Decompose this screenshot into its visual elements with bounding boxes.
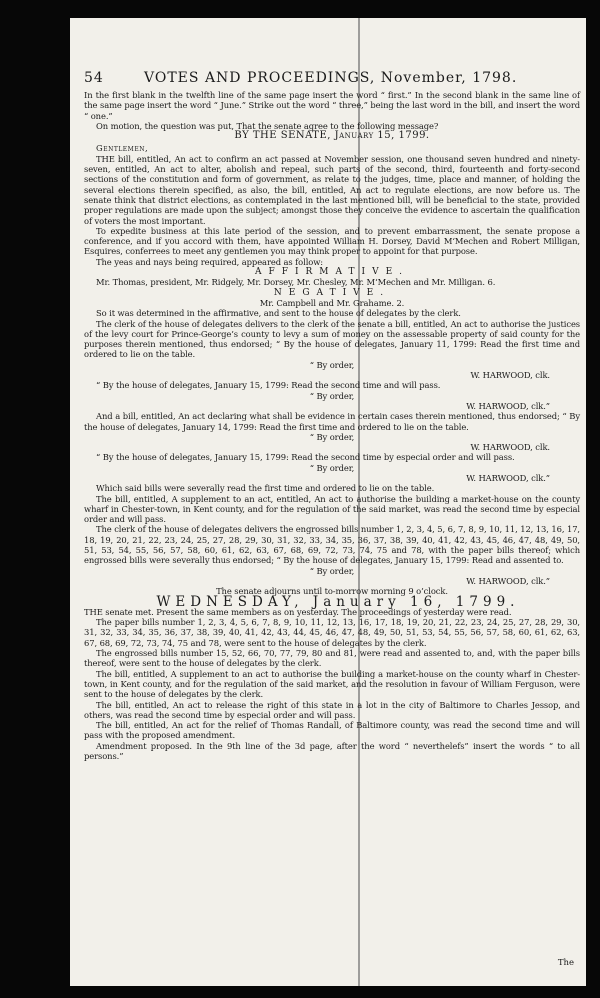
paragraph: THE bill, entitled, An act to confirm an act passed at November session, one thousand seven hundred and ninety-seven, entitled, An act to alter, abolish and repeal, such parts of the second, third, fourteenth and forty-second sections of the constitution and form of government, as relate to the judges, time, place and manner, of holding the several elections therein specified, as also, the bill, entitled, An act to regulate elections, are now before us. The senate think that district elections, as contemplated in the last mentioned bill, will be beneficial to the state, provided proper regulations are made upon the subject; amongst those they conceive the evidence to ascertain the qualification of voters the most important. — [84, 153, 580, 226]
paragraph: The bill, entitled, An act to release the right of this state in a lot in the city of Baltimore to Charles Jessop, and others, was read the second time by especial order and will pass. — [84, 699, 580, 720]
paragraph: Mr. Thomas, president, Mr. Ridgely, Mr. Dorsey, Mr. Chesley, Mr. M‘Mechen and Mr. Milligan. 6. — [96, 277, 496, 288]
paragraph: Mr. Campbell and Mr. Grahame. 2. — [259, 297, 405, 308]
adjournment: The senate adjourns until to-morrow morning 9 o’clock. — [216, 586, 448, 597]
day-heading: WEDNESDAY, January 16, 1799. — [156, 593, 520, 610]
message-heading: BY THE SENATE, January 15, 1799. — [234, 130, 430, 142]
paragraph: The clerk of the house of delegates delivers the engrossed bills number 1, 2, 3, 4, 5, 6, 7, 8, 9, 10, 11, 12, 13, 16, 17, 18, 19, 20, 21, 22, 23, 24, 25, 27, 28, 29, 30, 31, 32, 33, 34, 35, 36, 37, 38, 39, 40, 41, 42, 43, 45, 46, 47, 48, 49, 50, 51, 53, 54, 55, 56, 57, 58, 60, 61, 62, 63, 67, 68, 69, 72, 73, 74, 75 and 78, with the paper bills thereof; which engrossed bills were severally thus endorsed; “ By the house of delegates, January 15, 1799: Read and assented to. — [84, 524, 580, 566]
by-order: “ By order, — [309, 431, 355, 442]
by-order: “ By order, — [309, 565, 355, 576]
paragraph: On motion, the question was put, That the senate agree to the following message? — [96, 120, 439, 131]
vote-heading-affirmative: AFFIRMATIVE. — [254, 267, 410, 278]
paragraph: To expedite business at this late period of the session, and to prevent embarrassment, the senate propose a conference, and if you accord with them, have appointed William H. Dorsey, David M‘Mechen and Robert Milligan, Esquires, conferrees to meet any gentlemen you may think proper to appoint for that purpose. — [84, 225, 580, 257]
by-order: “ By order, — [309, 359, 355, 370]
salutation: Gentlemen, — [96, 143, 149, 154]
paragraph: The bill, entitled, A supplement to an act, entitled, An act to authorise the building a market-house on the county wharf in Chester-town, in Kent county, and for the regulation of the said market, was read the second time by especial order and will pass. — [84, 493, 580, 525]
page-number: 54 — [84, 70, 104, 86]
paragraph: And a bill, entitled, An act declaring what shall be evidence in certain cases therein mentioned, thus endorsed; “ By the house of delegates, January 14, 1799: Read the first time and ordered to lie on the table. — [84, 411, 580, 432]
paragraph: So it was determined in the affirmative, and sent to the house of delegates by the clerk. — [96, 308, 461, 319]
page-body — [84, 90, 580, 761]
by-order: “ By order, — [309, 462, 355, 473]
signature: W. HARWOOD, clk. — [470, 442, 550, 453]
paragraph: Amendment proposed. In the 9th line of the 3d page, after the word “ neverthelefs” insert the words “ to all persons.” — [84, 740, 580, 761]
signature: W. HARWOOD, clk.” — [466, 575, 550, 586]
paragraph: The paper bills number 1, 2, 3, 4, 5, 6, 7, 8, 9, 10, 11, 12, 13, 16, 17, 18, 19, 20, 21, 22, 23, 24, 25, 27, 28, 29, 30, 31, 32, 33, 34, 35, 36, 37, 38, 39, 40, 41, 42, 43, 44, 45, 46, 47, 48, 49, 50, 51, 53, 54, 55, 56, 57, 58, 60, 61, 62, 63, 67, 68, 69, 72, 73, 74, 75 and 78, were sent to the house of delegates by the clerk. — [84, 617, 580, 648]
signature: W. HARWOOD, clk. — [470, 370, 550, 381]
running-header — [84, 70, 580, 86]
paragraph: The bill, entitled, A supplement to an act to authorise the building a market-house on the county wharf in Chester-town, in Kent county, and for the regulation of the said market, and the resolution in favour of William Ferguson, were sent to the house of delegates by the clerk. — [84, 668, 580, 700]
paragraph: The engrossed bills number 15, 52, 66, 70, 77, 79, 80 and 81, were read and assented to, and, with the paper bills thereof, were sent to the house of delegates by the clerk. — [84, 648, 580, 669]
paragraph: THE senate met. Present the same members as on yesterday. The proceedings of yesterday were read. — [84, 606, 512, 617]
by-order: “ By order, — [309, 390, 355, 401]
paragraph: “ By the house of delegates, January 15, 1799: Read the second time and will pass. — [96, 380, 441, 391]
vote-heading-negative: NEGATIVE. — [273, 287, 391, 298]
paragraph: The bill, entitled, An act for the relief of Thomas Randall, of Baltimore county, was read the second time and will pass with the proposed amendment. — [84, 720, 580, 741]
document-page — [70, 18, 586, 986]
paragraph: “ By the house of delegates, January 15, 1799: Read the second time by especial order and will pass. — [96, 452, 515, 463]
signature: W. HARWOOD, clk.” — [466, 472, 550, 483]
paragraph: The clerk of the house of delegates delivers to the clerk of the senate a bill, entitled, An act to authorise the justices of the levy court for Prince-George’s county to levy a sum of money on the assessable property of said county for the purposes therein mentioned, thus endorsed; “ By the house of delegates, January 11, 1799: Read the first time and ordered to lie on the table. — [84, 318, 580, 360]
running-title: VOTES AND PROCEEDINGS, November, 1798. — [144, 70, 518, 86]
paragraph: In the first blank in the twelfth line of the same page insert the word “ first.” In the second blank in the same line of the same page insert the word “ June.” Strike out the word “ three,” being the last word in the bill, and insert the word “ one.” — [84, 90, 580, 121]
paragraph: Which said bills were severally read the first time and ordered to lie on the table. — [96, 483, 435, 494]
catchword: The — [557, 958, 574, 968]
paragraph: The yeas and nays being required, appeared as follow: — [96, 256, 324, 267]
signature: W. HARWOOD, clk.” — [466, 400, 550, 411]
